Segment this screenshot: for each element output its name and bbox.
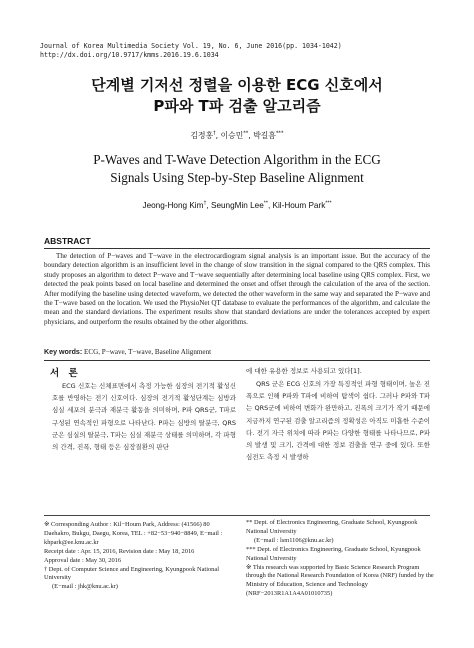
title-english-line-2: Signals Using Step-by-Step Baseline Alignment — [110, 170, 364, 185]
journal-citation: Journal of Korea Multimedia Society Vol. 19, No. 6, June 2016(pp. 1034-1042) — [40, 42, 342, 50]
title-english — [0, 151, 474, 187]
footnote-author-2-affiliation: ** Dept. of Electronics Engineering, Graduate School, Kyungpook National University — [246, 519, 418, 535]
keywords-bottom-rule — [44, 360, 430, 361]
body-right-paragraph-1: 에 대한 유용한 정보로 사용되고 있다[1]. — [246, 367, 362, 375]
journal-header — [40, 42, 342, 61]
title-korean — [0, 75, 474, 117]
footnote-author-2-email: (E−mail : lsm1106@knu.ac.kr) — [254, 536, 334, 544]
title-english-line-1: P-Waves and T-Wave Detection Algorithm in the ECG — [93, 152, 381, 167]
footnote-author-1-email: (E−mail : jhk@knu.ac.kr) — [52, 583, 118, 591]
section-heading-introduction: 서 론 — [50, 368, 81, 379]
author-en-1: Jeong-Hong Kim — [142, 201, 204, 210]
keywords-label: Key words: — [44, 348, 83, 356]
footnote-funding: ※ This research was supported by Basic Science Research Program through the National Research Foundation of Korea (NRF) funded by the Ministry of Education, Science and Technology (NRF−2013R1A1A4A01010735) — [246, 563, 434, 598]
footnote-author-1-affiliation: † Dept. of Computer Science and Engineering, Kyungpook National University — [44, 565, 219, 582]
author-en-3: Kil-Houm Park — [272, 201, 326, 210]
author-ko-2: 이승민 — [220, 131, 244, 140]
author-sep: , — [206, 201, 211, 210]
author-sep: , — [215, 131, 221, 140]
keywords — [44, 348, 430, 356]
doi-link[interactable]: http://dx.doi.org/10.9717/kmms.2016.19.6.1034 — [40, 51, 219, 60]
title-korean-line-2: P파와 T파 검출 알고리즘 — [153, 97, 321, 115]
author-en-2-mark: ** — [263, 200, 268, 207]
author-ko-3-mark: *** — [275, 130, 284, 137]
abstract-top-rule — [44, 248, 430, 249]
abstract-heading: ABSTRACT — [44, 236, 91, 246]
footnote-rule — [44, 515, 430, 516]
footnote-corresponding-author: ※ Corresponding Author : Kil−Houm Park, Address: (41566) 80 Daehakro, Bukgu, Daegu, Korea, TEL : +82−53−940−8849, E−mail : khpark@ee.knu.ac.kr — [44, 521, 223, 546]
body-right-paragraph-2: QRS 군은 ECG 신호의 가장 특징적인 파형 형태이며, 높은 진폭으로 인해 P파와 T파에 비하여 탐색이 쉽다. 그러나 P파와 T파는 QRS군에 비하여 변화가 완만하고, 진폭의 크기가 작기 때문에 지금까지 연구된 검출 알고리즘의 정확성은 아직도 미흡한 수준이다. 전기 자극 위치에 따라 P파는 다양한 형태를 나타나므로, P파의 발생 및 크기, 간격에 대한 정보 검출을 연구 중에 있다. 또한 심전도 측정 시 발생하 — [246, 380, 430, 462]
keywords-text: ECG, P−wave, T−wave, Baseline Alignment — [82, 348, 212, 356]
author-en-3-mark: *** — [325, 200, 332, 207]
body-left-column: ECG 신호는 신체표면에서 측정 가능한 심장의 전기적 활성신호를 반영하는 전기 신호이다. 심장의 전기적 활성단계는 심방과 심실 세포의 분극과 재분극 활동을 의미하며, P파 QRS군, T파로 구성된 연속적인 파형으로 나타난다. P파는 심방의 탈분극, QRS군은 심실의 탈분극, T파는 심실 재분극 상태를 의미하며, 각 파형의 간격, 진폭, 형태 등은 심장질환의 판단 — [52, 382, 236, 452]
author-ko-1-mark: † — [213, 130, 216, 137]
author-en-2: SeungMin Lee — [210, 201, 264, 210]
footnotes-right — [246, 519, 436, 599]
authors-english — [0, 201, 474, 210]
author-en-1-mark: † — [203, 200, 207, 207]
abstract-text: The detection of P−waves and T−wave in the electrocardiogram signal analysis is an important issue. But the accuracy of the boundary detection algorithm is an insufficient level in the change of slow transition in the signal compared to the QRS complex. This study proposes an algorithm to detect P−wave and T−wave sequentially after determining local baseline using QRS complex. First, we detected the peak points based on local baseline and determined the onset and offset through the calculation of the area of the section. After modifying the baseline using detected waveform, we detected the other waveform in the same way and separated the P−wave and the T−wave based on the location. We used the PhysioNet QT database to evaluate the performances of the algorithm, and calculate the mean and the standard deviations. The experiment results show that standard deviations are under the tolerances accepted by expert physicians, and outperform the results obtained by the other algorithms. — [44, 252, 430, 326]
authors-korean — [0, 130, 474, 141]
author-ko-2-mark: ** — [243, 130, 249, 137]
author-sep: , — [267, 201, 273, 210]
footnote-receipt-date: Receipt date : Apr. 15, 2016, Revision date : May 18, 2016 — [44, 547, 195, 555]
author-ko-1: 김정홍 — [190, 131, 214, 140]
footnote-author-3-affiliation: *** Dept. of Electronics Engineering, Graduate School, Kyungpook National University — [246, 545, 421, 562]
author-ko-3: 박길흠 — [253, 131, 276, 140]
title-korean-line-1: 단계별 기저선 정렬을 이용한 ECG 신호에서 — [91, 76, 383, 94]
author-sep: , — [248, 131, 254, 140]
footnotes-left — [44, 521, 234, 592]
footnote-approval-date: Approval date : May 30, 2016 — [44, 556, 122, 564]
